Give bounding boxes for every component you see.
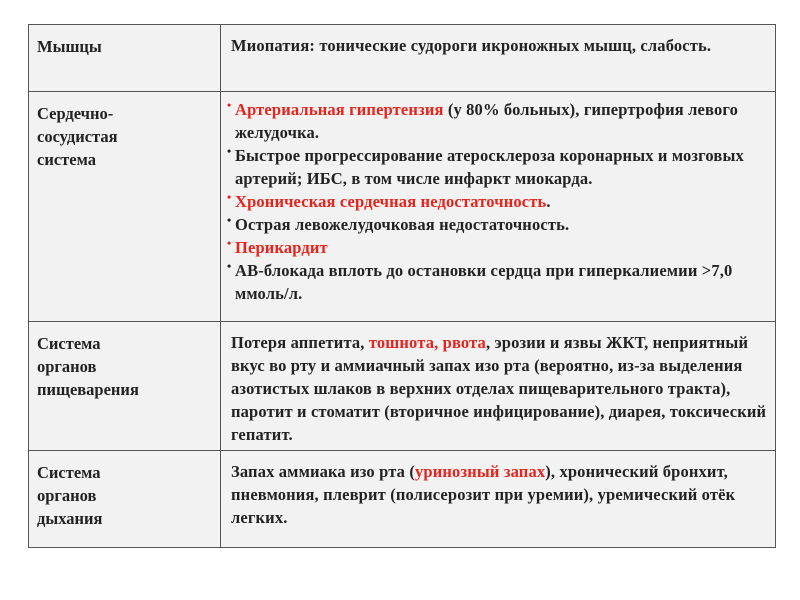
category-label-line: пищеварения (37, 380, 139, 399)
table-row (29, 322, 776, 451)
table-row (29, 451, 776, 548)
description-cell (221, 25, 776, 92)
table-row (29, 92, 776, 322)
list-item (227, 213, 767, 236)
item-text: АВ-блокада вплоть до остановки сердца при гиперкалиемии >7,0 ммоль/л. (235, 261, 733, 303)
bullet-icon: • (227, 259, 232, 273)
list-item (227, 236, 767, 259)
bullet-icon: • (227, 236, 232, 250)
description-text: Потеря аппетита, (231, 333, 369, 352)
description-text: ), хронический бронхит, пневмония, плеврит (полисерозит при уремии), уремический отёк легких. (231, 462, 736, 527)
description-text: Запах аммиака изо рта ( (231, 462, 415, 481)
category-label-line: Сердечно- (37, 104, 114, 123)
item-text: Быстрое прогрессирование атеросклероза коронарных и мозговых артерий; ИБС, в том числе инфаркт миокарда. (235, 146, 744, 188)
description-cell (221, 92, 776, 322)
bullet-icon: • (227, 98, 232, 112)
highlight-text: тошнота, рвота (368, 333, 486, 352)
list-item (227, 259, 767, 305)
description-cell (221, 322, 776, 451)
category-label-line: органов (37, 486, 97, 505)
bullet-icon: • (227, 144, 232, 158)
item-text: . (546, 192, 551, 211)
category-cell (29, 25, 221, 92)
category-label-line: система (37, 150, 96, 169)
category-label-line: дыхания (37, 509, 103, 528)
category-label: Мышцы (37, 37, 102, 56)
table-row (29, 25, 776, 92)
category-cell (29, 92, 221, 322)
category-label-line: органов (37, 357, 97, 376)
highlight-text: Артериальная гипертензия (235, 100, 444, 119)
list-item (227, 98, 767, 144)
highlight-text: уринозный запах (415, 462, 546, 481)
item-text: (у 80% больных), гипертрофия левого желудочка. (235, 100, 738, 142)
highlight-text: Перикардит (235, 238, 328, 257)
description-text: , эрозии и язвы ЖКТ, неприятный вкус во рту и аммиачный запах изо рта (вероятно, из-за выделения азотистых шлаков в верхних отделах пищеварительного тракта), паротит и стоматит (вторичное инфицирование), диарея, токсический гепатит. (231, 333, 767, 444)
item-text: Острая левожелудочковая недостаточность. (235, 215, 570, 234)
description-cell (221, 451, 776, 548)
bullet-icon: • (227, 213, 232, 227)
category-cell (29, 451, 221, 548)
bullet-icon: • (227, 190, 232, 204)
highlight-text: Хроническая сердечная недостаточность (235, 192, 547, 211)
description-text: Миопатия: тонические судороги икроножных мышц, слабость. (231, 36, 712, 55)
category-label-line: Система (37, 463, 101, 482)
category-cell (29, 322, 221, 451)
category-label-line: Система (37, 334, 101, 353)
category-label-line: сосудистая (37, 127, 118, 146)
symptoms-table (28, 24, 776, 548)
list-item (227, 144, 767, 190)
list-item (227, 190, 767, 213)
